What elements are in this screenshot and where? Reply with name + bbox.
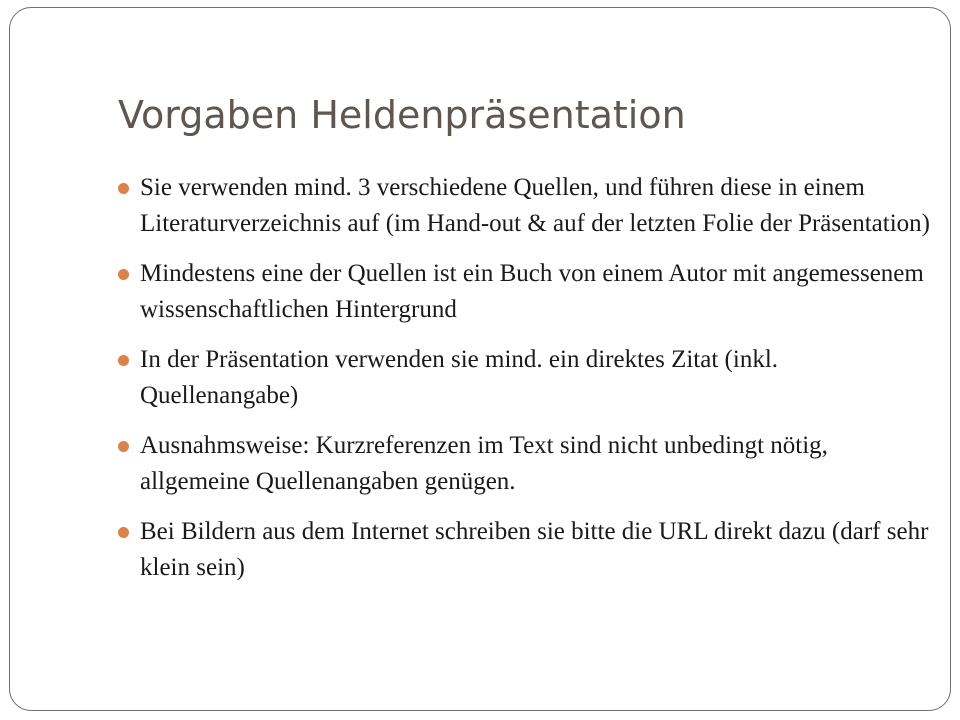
bullet-text: Sie verwenden mind. 3 verschiedene Quellen, und führen diese in einem Literaturverzeichnis auf (im Hand-out & auf der letzten Folie der Präsentation) xyxy=(140,174,930,237)
slide-title: Vorgaben Heldenpräsentation xyxy=(118,93,686,137)
bullet-item-4 xyxy=(118,428,938,500)
bullet-text: Ausnahmsweise: Kurzreferenzen im Text sind nicht unbedingt nötig, allgemeine Quellenangaben genügen. xyxy=(140,432,828,495)
bullet-text: In der Präsentation verwenden sie mind. ein direktes Zitat (inkl. Quellenangabe) xyxy=(140,346,779,409)
bullet-text: Mindestens eine der Quellen ist ein Buch von einem Autor mit angemessenem wissenschaftlichen Hintergrund xyxy=(140,260,924,323)
bullet-item-2 xyxy=(118,256,938,328)
bullet-dot-icon xyxy=(118,441,129,452)
bullet-dot-icon xyxy=(118,269,129,280)
bullet-dot-icon xyxy=(118,527,129,538)
bullet-dot-icon xyxy=(118,183,129,194)
bullet-text: Bei Bildern aus dem Internet schreiben sie bitte die URL direkt dazu (darf sehr klein sein) xyxy=(140,518,929,581)
bullet-item-5 xyxy=(118,514,938,586)
bullet-item-1 xyxy=(118,170,938,242)
slide-frame xyxy=(9,7,951,711)
bullet-item-3 xyxy=(118,342,938,414)
bullet-list xyxy=(118,170,938,600)
bullet-dot-icon xyxy=(118,355,129,366)
